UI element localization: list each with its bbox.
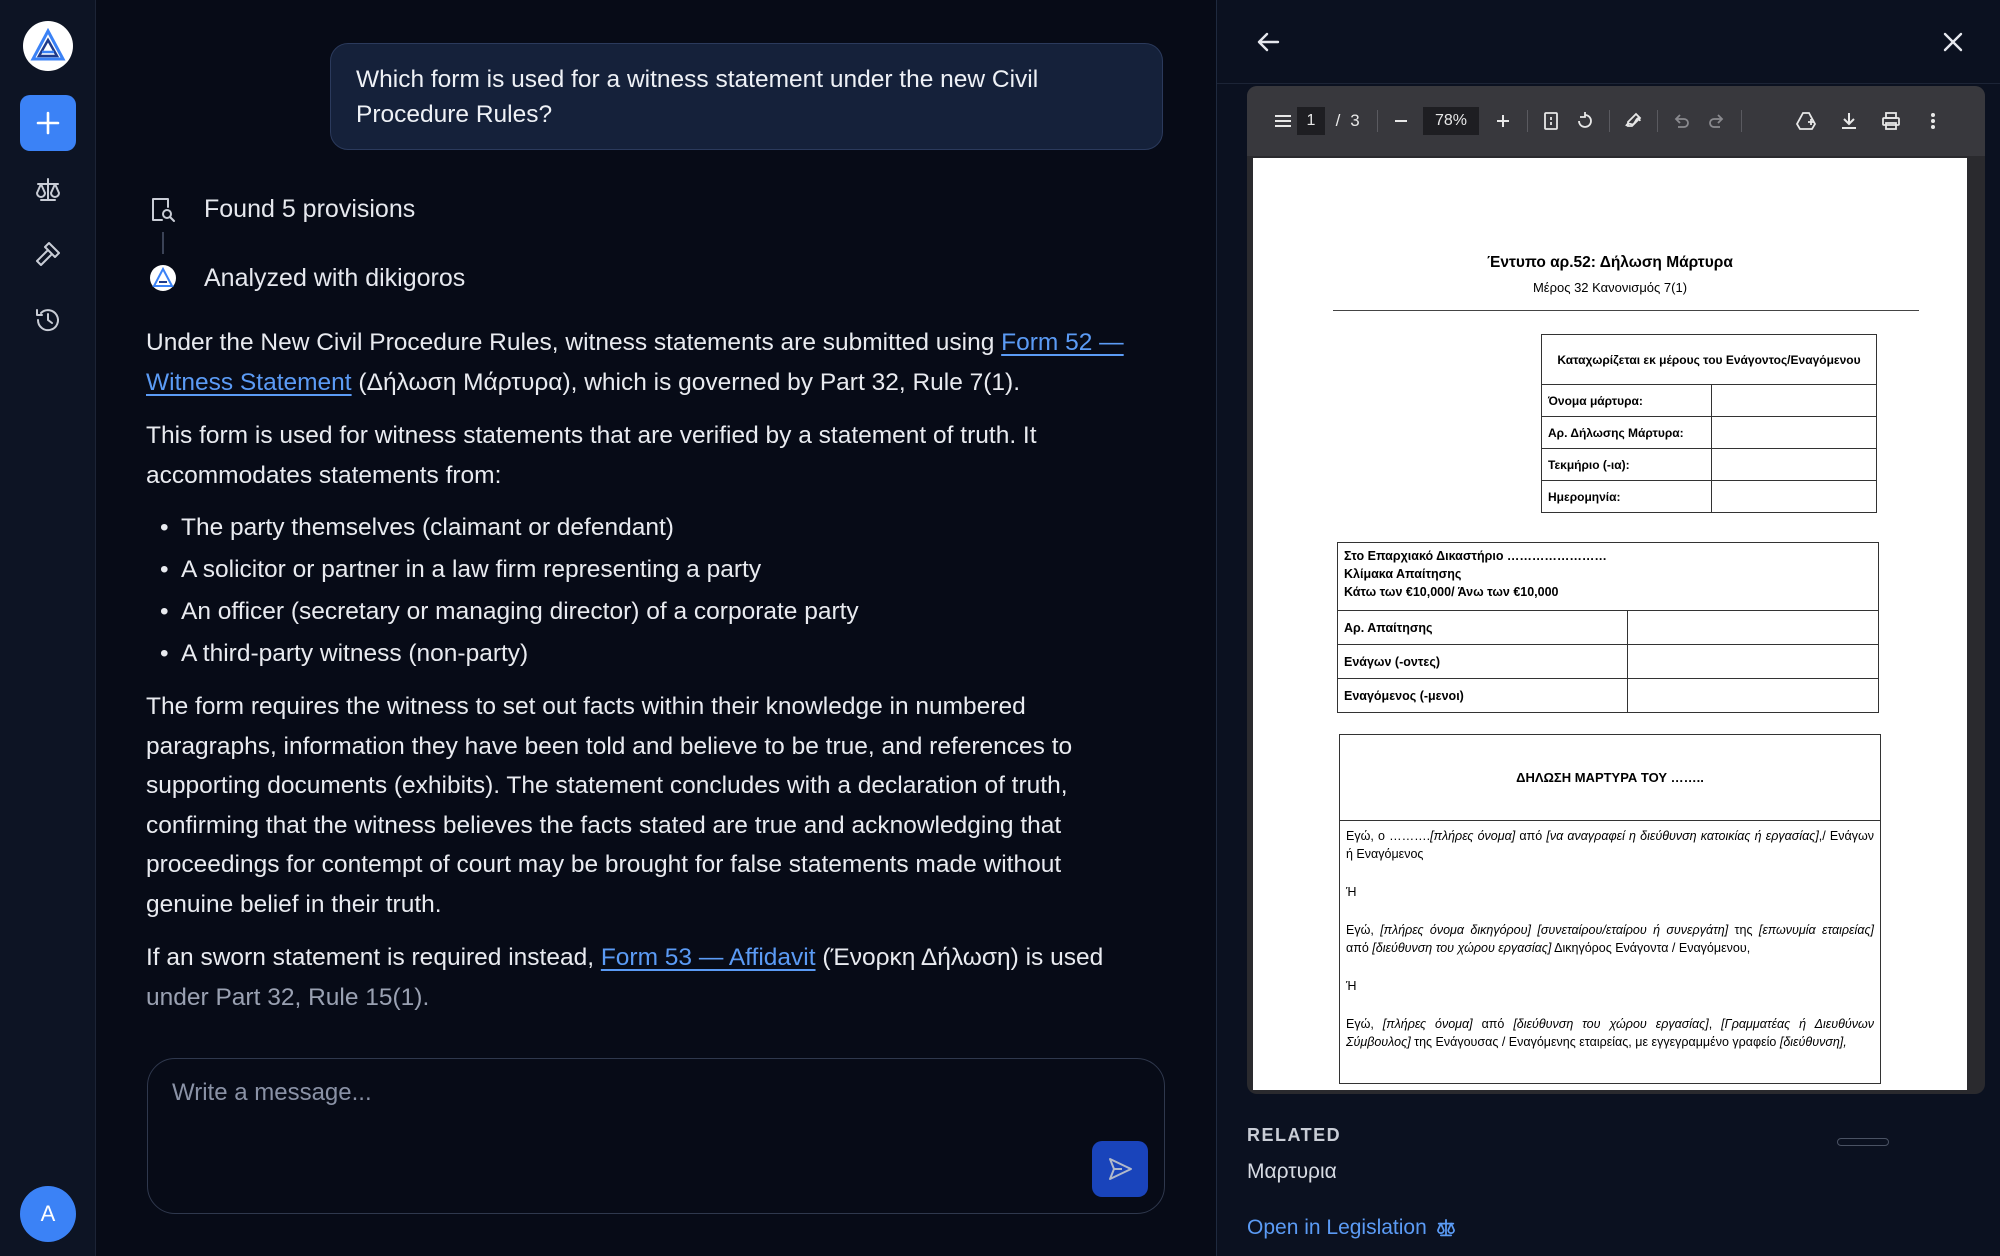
dikigoros-logo-icon (148, 263, 178, 293)
page-total: 3 (1350, 111, 1360, 130)
drive-save-button[interactable] (1793, 106, 1819, 136)
court-field-value (1628, 645, 1879, 679)
message-composer (147, 1058, 1165, 1214)
step-label: Found 5 provisions (204, 194, 416, 223)
court-line: Στο Επαρχιακό Δικαστήριο …………………… (1344, 549, 1607, 563)
list-item: • The party themselves (claimant or defendant) (146, 507, 1146, 549)
answer-text: under Part 32, Rule 15(1). (146, 983, 430, 1011)
toolbar-divider (1609, 110, 1610, 132)
decl-text: Εγώ, ο ………. (1346, 829, 1431, 843)
registry-field-value (1712, 417, 1877, 449)
pdf-divider (1333, 310, 1919, 311)
print-icon (1881, 111, 1901, 131)
registry-field-label: Ημερομηνία: (1542, 481, 1712, 513)
decl-placeholder: [πλήρες όνομα δικηγόρου] [συνεταίρου/εταίρου ή συνεργάτη] (1380, 923, 1729, 937)
list-item: • A third-party witness (non-party) (146, 633, 1146, 675)
answer-text: (Ένορκη Δήλωση) is used (815, 944, 1104, 971)
decl-text: από (1515, 829, 1547, 843)
redo-button[interactable] (1705, 106, 1729, 136)
decl-placeholder: [διεύθυνση του χώρου εργασίας] (1372, 941, 1552, 955)
registry-field-value (1712, 385, 1877, 417)
declaration-option (1346, 827, 1874, 863)
answer-paragraph: The form requires the witness to set out facts within their knowledge in numbered paragraphs, information they have been told and believe to be true, and references to supporting documents (exhibits). The statement concludes with a declaration of truth, confirming that the witness believes the facts stated are true and acknowledging that proceedings for contempt of court may be brought for false statements made without genuine belief in their truth. (146, 693, 1073, 918)
pdf-subtitle: Μέρος 32 Κανονισμός 7(1) (1532, 280, 1688, 295)
logo-icon (30, 28, 66, 64)
assistant-answer (146, 323, 1146, 1031)
decl-text: , (1708, 1017, 1722, 1031)
chat-area (96, 0, 1216, 1256)
decl-text: Εγώ, (1346, 1017, 1383, 1031)
list-item: • A solicitor or partner in a law firm representing a party (146, 549, 1146, 591)
minus-icon (1393, 113, 1409, 129)
scales-icon (1435, 1217, 1457, 1239)
new-chat-button[interactable] (20, 95, 76, 151)
pdf-title: Έντυπο αρ.52: Δήλωση Μάρτυρα (1487, 254, 1733, 271)
document-panel (1216, 0, 2000, 1256)
step-found-provisions (148, 194, 415, 224)
decl-placeholder: [να αναγραφεί η διεύθυνση κατοικίας ή εργασίας] (1546, 829, 1819, 843)
registry-field-label: Αρ. Δήλωσης Μάρτυρα: (1542, 417, 1712, 449)
outline-toggle-button[interactable] (1271, 106, 1295, 136)
page-number-field[interactable] (1297, 106, 1325, 136)
decl-placeholder: [επωνυμία εταιρείας] (1758, 923, 1874, 937)
court-line: Κλίμακα Απαίτησης (1344, 567, 1462, 581)
pdf-page (1253, 158, 1967, 1090)
more-options-button[interactable] (1921, 106, 1945, 136)
decl-text: από (1472, 1017, 1514, 1031)
draw-button[interactable] (1621, 106, 1645, 136)
user-avatar[interactable]: A (20, 1186, 76, 1242)
related-toggle[interactable] (1837, 1138, 1889, 1146)
answer-paragraph (146, 938, 1146, 1017)
undo-icon (1672, 112, 1690, 130)
fit-page-button[interactable] (1539, 106, 1563, 136)
form-52-link[interactable]: Form 52 — Witness Statement (146, 329, 1124, 396)
app-logo[interactable] (23, 21, 73, 71)
registry-table (1541, 334, 1877, 513)
drive-icon (1795, 111, 1817, 131)
open-in-legislation-link[interactable] (1247, 1216, 1457, 1240)
decl-text: Δικηγόρος Ενάγοντα / Εναγόμενου, (1551, 941, 1751, 955)
decl-text: από (1346, 941, 1373, 955)
menu-icon (1273, 112, 1293, 130)
answer-text: (Δήλωση Μάρτυρα), which is governed by Part 32, Rule 7(1). (351, 368, 1021, 396)
declaration-title: ΔΗΛΩΣΗ ΜΑΡΤΥΡΑ ΤΟΥ …….. (1340, 735, 1880, 821)
declaration-option (1346, 921, 1874, 957)
answer-bullet-list (146, 507, 1146, 675)
decl-placeholder: [διεύθυνση του χώρου εργασίας] (1513, 1017, 1709, 1031)
sidebar (0, 0, 96, 1256)
registry-field-value (1712, 481, 1877, 513)
fit-page-icon (1543, 111, 1559, 131)
step-connector (162, 232, 164, 254)
plus-icon (35, 110, 61, 136)
declaration-body (1346, 827, 1874, 1071)
decl-text: ,/ Ενάγων ή Εναγόμενος (1346, 829, 1874, 861)
court-line: Κάτω των €10,000/ Άνω των €10,000 (1344, 585, 1559, 599)
toolbar-divider (1527, 110, 1528, 132)
declaration-box (1339, 734, 1881, 1084)
more-vertical-icon (1930, 111, 1936, 131)
gavel-icon (33, 239, 63, 269)
print-button[interactable] (1879, 106, 1903, 136)
registry-field-label: Όνομα μάρτυρα: (1542, 385, 1712, 417)
answer-paragraph (146, 323, 1146, 402)
close-panel-button[interactable] (1935, 24, 1971, 60)
answer-text: If an sworn statement is required instead, (146, 944, 601, 971)
declaration-or: Ή (1346, 885, 1357, 899)
tools-nav-button[interactable] (30, 236, 66, 272)
list-item: • An officer (secretary or managing director) of a corporate party (146, 591, 1146, 633)
toolbar-divider (1741, 110, 1742, 132)
answer-paragraph: This form is used for witness statements that are verified by a statement of truth. It accommodates statements from: (146, 422, 1037, 489)
toolbar-divider (1657, 110, 1658, 132)
zoom-field[interactable] (1423, 106, 1479, 136)
page-number-value: 1 (1297, 107, 1325, 135)
step-analyzed (148, 263, 465, 293)
zoom-in-button[interactable] (1491, 106, 1515, 136)
court-table (1337, 542, 1879, 713)
panel-header (1217, 0, 2000, 84)
registry-header: Καταχωρίζεται εκ μέρους του Ενάγοντος/Εναγόμενου (1542, 335, 1877, 385)
decl-placeholder: [πλήρες όνομα] (1430, 829, 1516, 843)
pdf-toolbar (1247, 86, 1985, 156)
decl-placeholder: [Γραμματέας ή Διευθύνων Σύμβουλος] (1346, 1017, 1874, 1049)
scales-icon (33, 175, 63, 205)
history-icon (33, 305, 63, 335)
document-search-icon (148, 194, 178, 224)
step-label: Analyzed with dikigoros (204, 263, 466, 292)
rotate-button[interactable] (1573, 106, 1597, 136)
redo-icon (1708, 112, 1726, 130)
declaration-or: Ή (1346, 979, 1357, 993)
decl-text: της Ενάγουσας / Εναγόμενης εταιρείας, με εγγεγραμμένο γραφείο (1410, 1035, 1780, 1049)
open-link-label: Open in Legislation (1247, 1216, 1427, 1239)
send-icon (1106, 1155, 1134, 1183)
registry-field-label: Τεκμήριο (-ια): (1542, 449, 1712, 481)
rotate-icon (1575, 111, 1595, 131)
pdf-viewer (1247, 86, 1985, 1094)
download-button[interactable] (1837, 106, 1861, 136)
registry-field-value (1712, 449, 1877, 481)
pen-icon (1623, 111, 1643, 131)
decl-text: Εγώ, (1346, 923, 1381, 937)
decl-placeholder: [διεύθυνση], (1779, 1035, 1847, 1049)
legislation-nav-button[interactable] (30, 172, 66, 208)
answer-text: Under the New Civil Procedure Rules, witness statements are submitted using (146, 329, 1002, 356)
court-field-value (1628, 611, 1879, 645)
decl-text: της (1728, 923, 1759, 937)
court-field-value (1628, 679, 1879, 713)
related-label: RELATED (1247, 1125, 1342, 1145)
court-field-label: Ενάγων (-οντες) (1338, 645, 1628, 679)
toolbar-divider (1377, 110, 1378, 132)
download-icon (1840, 111, 1858, 131)
history-nav-button[interactable] (30, 302, 66, 338)
user-message: Which form is used for a witness statement under the new Civil Procedure Rules? (330, 43, 1163, 150)
zoom-value: 78% (1423, 107, 1479, 135)
page-separator: / (1335, 111, 1341, 130)
arrow-left-icon (1256, 29, 1282, 55)
form-53-link[interactable]: Form 53 — Affidavit (600, 944, 816, 971)
court-header (1338, 543, 1879, 611)
related-tag[interactable]: Μαρτυρια (1247, 1160, 1337, 1183)
message-input[interactable] (172, 1079, 1052, 1107)
send-button[interactable] (1092, 1141, 1148, 1197)
undo-button[interactable] (1669, 106, 1693, 136)
decl-placeholder: [πλήρες όνομα] (1382, 1017, 1473, 1031)
back-button[interactable] (1251, 24, 1287, 60)
court-field-label: Εναγόμενος (-μενοι) (1338, 679, 1628, 713)
zoom-out-button[interactable] (1389, 106, 1413, 136)
declaration-option (1346, 1015, 1874, 1051)
court-field-label: Αρ. Απαίτησης (1338, 611, 1628, 645)
close-icon (1941, 30, 1965, 54)
plus-icon (1495, 113, 1511, 129)
